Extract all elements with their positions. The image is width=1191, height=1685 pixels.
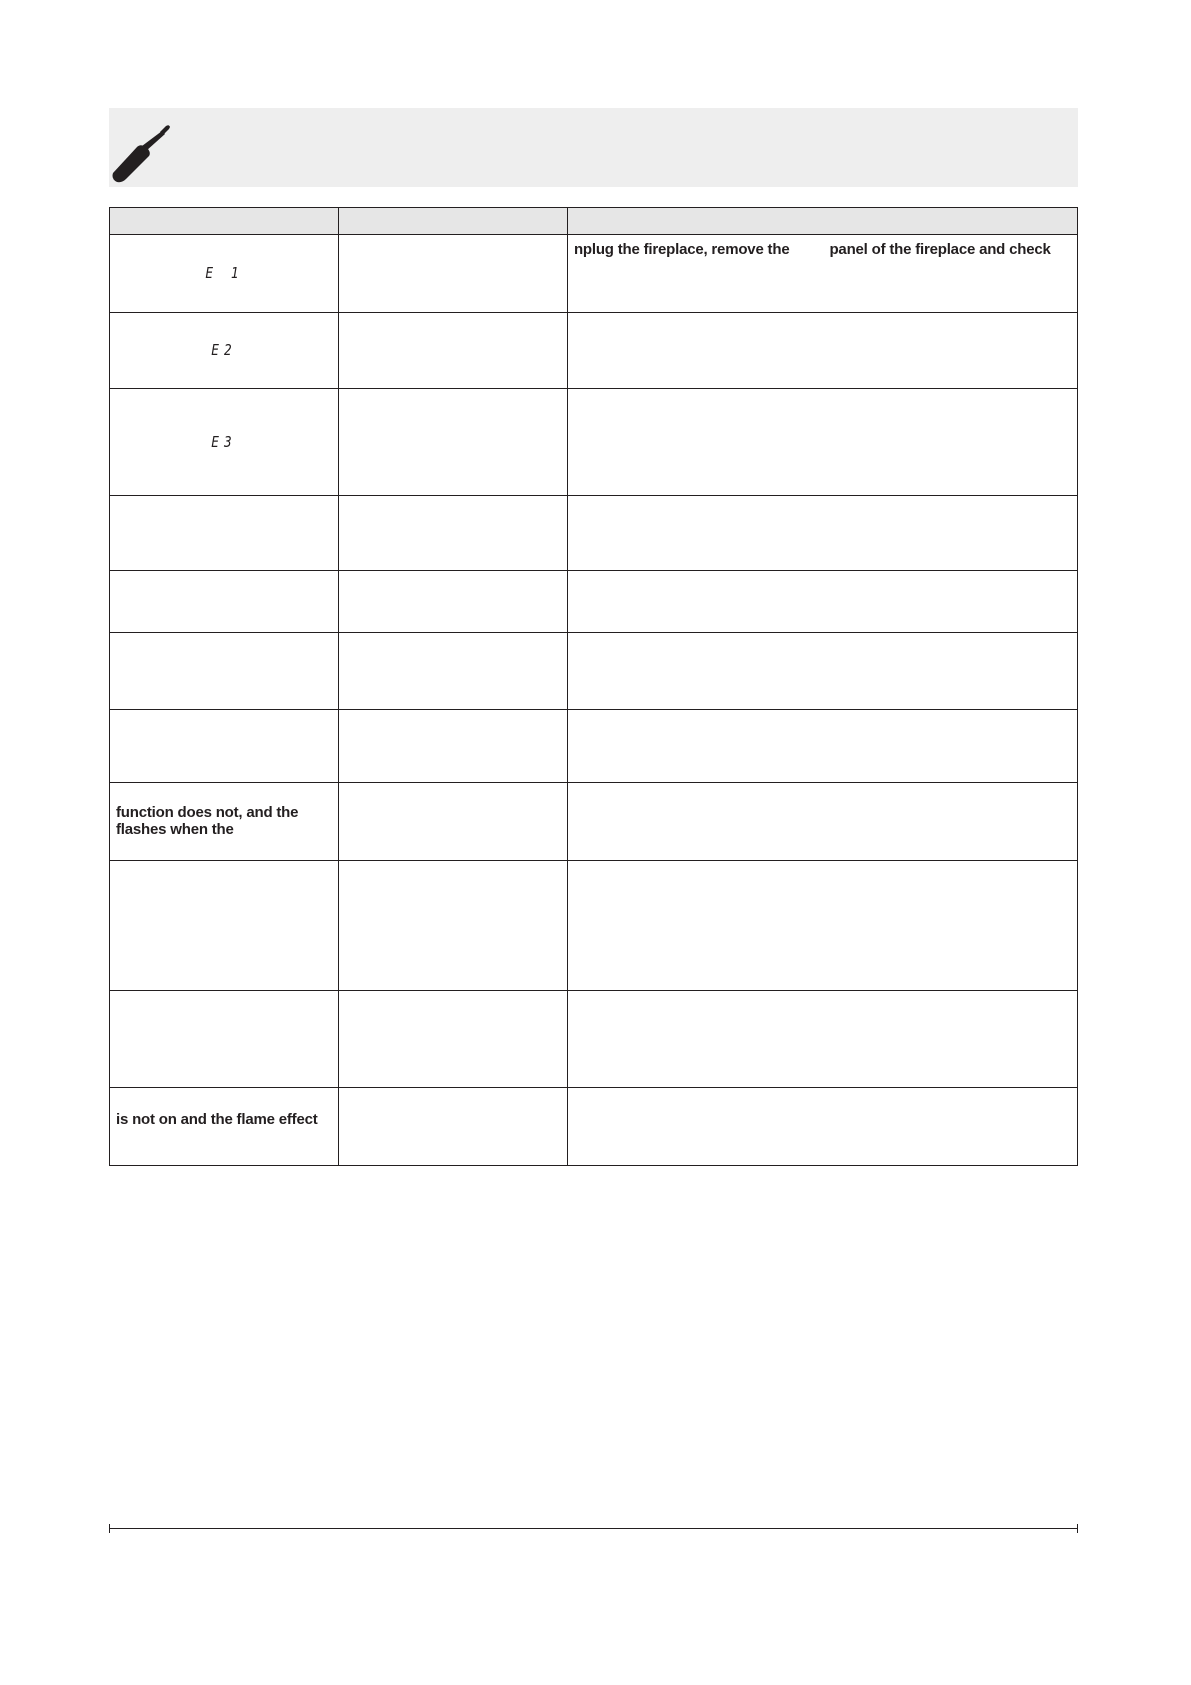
section-header-band [109,108,1078,187]
solution-cell [567,571,1077,633]
cause-cell [339,495,567,570]
table-row [110,313,1078,389]
solution-cell [567,389,1077,495]
problem-text: is not on and the flame effect [116,1110,318,1128]
solution-cell [567,235,1077,313]
table-row [110,495,1078,570]
problem-cell [110,633,339,710]
error-code-e1: E 1 [205,264,244,283]
screwdriver-icon [109,122,177,184]
troubleshooting-table [109,207,1078,1166]
header-problem [110,208,339,235]
solution-text-part-b: panel of the fireplace and check [829,241,1051,258]
solution-cell [567,860,1077,990]
solution-cell [567,710,1077,782]
solution-cell [567,633,1077,710]
cause-cell [339,571,567,633]
table-row [110,991,1078,1087]
header-solution [567,208,1077,235]
problem-cell [110,495,339,570]
problem-cell [110,860,339,990]
cause-cell [339,860,567,990]
cause-cell [339,313,567,389]
cause-cell [339,991,567,1087]
table-row [110,860,1078,990]
cause-cell [339,389,567,495]
cause-cell [339,235,567,313]
table-row [110,389,1078,495]
table-row [110,782,1078,860]
problem-cell [110,235,339,313]
table-row [110,571,1078,633]
problem-cell [110,710,339,782]
problem-text-line-1: function does not, and the [116,803,299,821]
cause-cell [339,633,567,710]
solution-cell [567,782,1077,860]
solution-cell [567,991,1077,1087]
error-code-e2: E2 [211,341,238,360]
header-cause [339,208,567,235]
footer-rule [109,1528,1078,1529]
table-header-row [110,208,1078,235]
footer-rule-left-tick [109,1524,110,1533]
problem-cell [110,389,339,495]
table-row [110,710,1078,782]
problem-cell [110,571,339,633]
table-row [110,235,1078,313]
solution-cell [567,495,1077,570]
footer-rule-right-tick [1077,1524,1078,1533]
error-code-e3: E3 [211,432,238,451]
cause-cell [339,1087,567,1165]
solution-text-part-a: nplug the fireplace, remove the [573,241,790,258]
cause-cell [339,710,567,782]
table-row [110,1087,1078,1165]
problem-cell [110,991,339,1087]
solution-cell [567,1087,1077,1165]
problem-text-line-2: flashes when the [116,820,234,838]
problem-cell [110,1087,339,1165]
problem-cell [110,313,339,389]
problem-cell [110,782,339,860]
table-row [110,633,1078,710]
cause-cell [339,782,567,860]
solution-cell [567,313,1077,389]
